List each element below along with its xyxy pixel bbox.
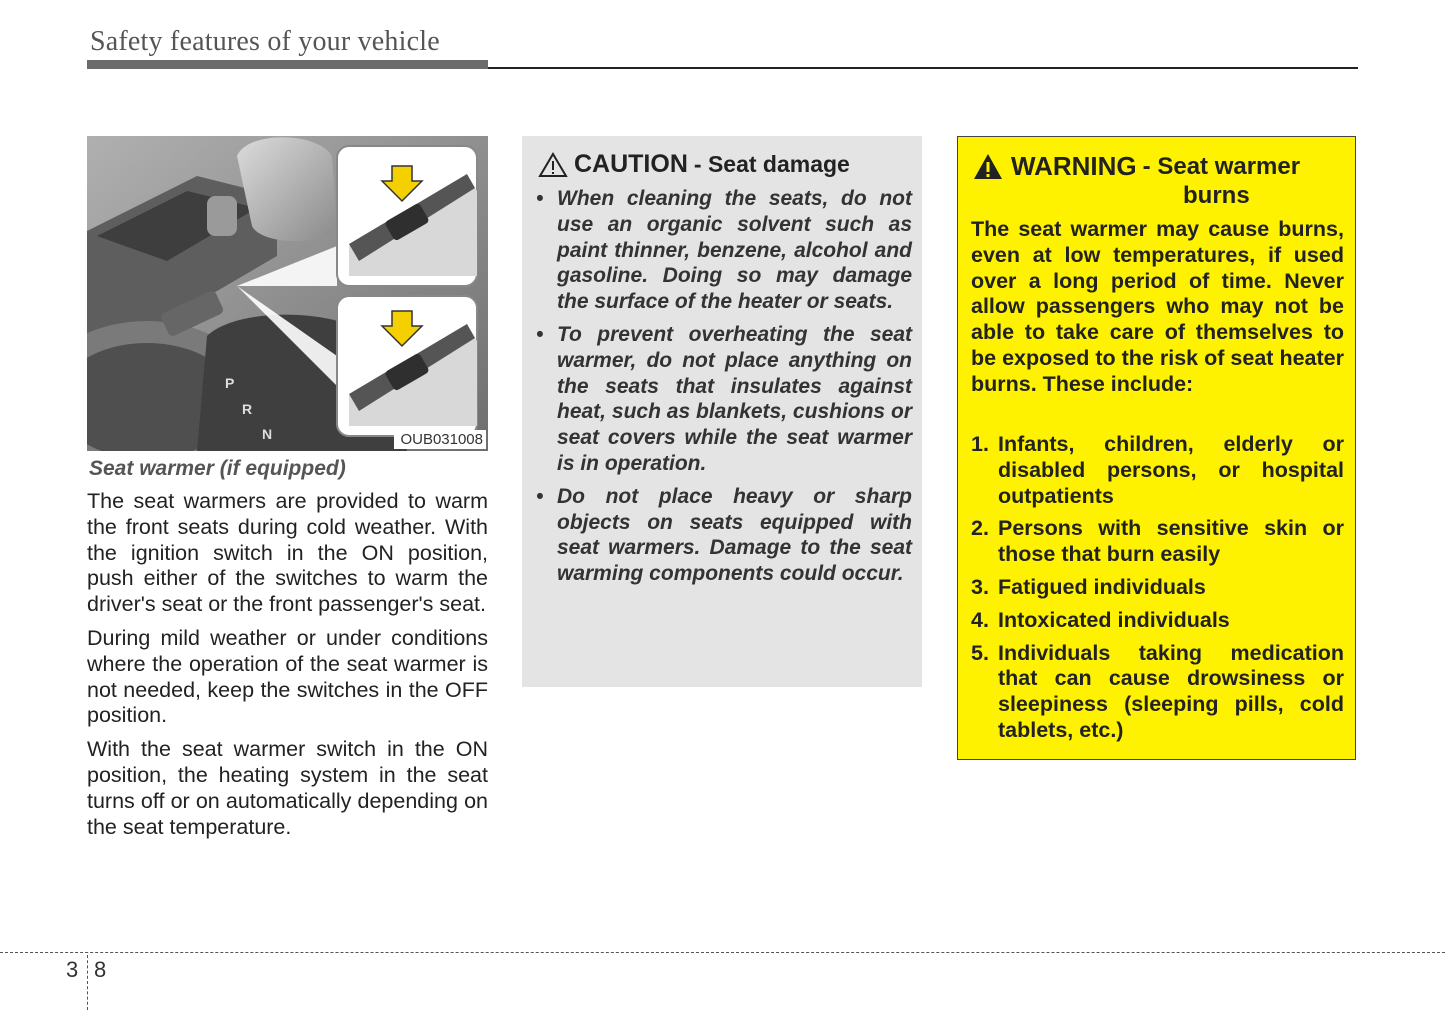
list-number: 3. xyxy=(971,574,989,599)
header-rule-thick xyxy=(87,60,488,69)
warning-intro: The seat warmer may cause burns, even at low temperatures, if used over a long period of time. Never allow passengers who may not be able to take care of themselves to be exposed to the risk of seat heater burns. These include: xyxy=(971,217,1344,396)
list-item-text: Infants, children, elderly or disabled persons, or hospital outpatients xyxy=(998,432,1344,508)
list-item-text: Individuals taking medication that can cause drowsiness or sleepiness (sleeping pills, cold tablets, etc.) xyxy=(998,640,1344,742)
section-subheading: Seat warmer (if equipped) xyxy=(89,457,346,480)
caution-triangle-icon xyxy=(538,152,568,178)
page-number: 8 xyxy=(94,957,107,982)
list-item-text: When cleaning the seats, do not use an organic solvent such as paint thinner, benzene, alcohol and gasoline. Doing so may damage the surface of the heater or seats. xyxy=(557,187,912,314)
warning-list xyxy=(971,432,1344,751)
gear-label-n: N xyxy=(262,426,273,442)
seat-warmer-figure xyxy=(87,136,488,451)
warning-triangle-icon xyxy=(973,153,1003,180)
paragraph: During mild weather or under conditions where the operation of the seat warmer is not needed, keep the switches in the OFF position. xyxy=(87,625,488,728)
bullet: • xyxy=(536,322,544,346)
seat-heater-switch-illustration xyxy=(87,136,488,451)
caution-label: CAUTION xyxy=(574,150,688,178)
caution-box xyxy=(522,136,922,687)
list-number: 1. xyxy=(971,432,989,456)
footer-vertical-rule xyxy=(87,955,88,1010)
list-number: 4. xyxy=(971,607,989,632)
warning-label: WARNING xyxy=(1011,151,1137,181)
list-item xyxy=(534,186,912,315)
warning-subtitle-cont: burns xyxy=(1183,182,1250,209)
footer-dashed-rule xyxy=(0,952,1445,953)
list-item xyxy=(971,641,1344,744)
list-item xyxy=(534,484,912,587)
paragraph: With the seat warmer switch in the ON position, the heating system in the seat turns off or on automatically depending on the seat temperature. xyxy=(87,737,488,839)
gear-label-p: P xyxy=(225,375,235,391)
gear-label-r: R xyxy=(242,401,253,417)
list-item xyxy=(971,575,1344,601)
list-item xyxy=(971,432,1344,509)
list-number: 5. xyxy=(971,640,989,665)
caution-heading xyxy=(538,150,850,179)
list-item xyxy=(971,608,1344,634)
seat-warmer-description xyxy=(87,457,488,848)
bullet: • xyxy=(536,484,544,508)
figure-code: OUB031008 xyxy=(394,430,486,449)
list-item xyxy=(971,516,1344,568)
paragraph: The seat warmers are provided to warm the front seats during cold weather. With the ignition switch in the ON position, push either of the switches to warm the driver's seat or the front passenger's seat. xyxy=(87,489,488,617)
list-number: 2. xyxy=(971,516,989,541)
warning-heading xyxy=(973,151,1345,210)
warning-box xyxy=(957,136,1356,760)
header-rule-thin xyxy=(488,67,1358,69)
page-chapter-number: 3 xyxy=(66,957,79,982)
list-item-text: Do not place heavy or sharp objects on seats equipped with seat warmers. Damage to the seat warming components could occur. xyxy=(557,484,912,586)
page-section-title: Safety features of your vehicle xyxy=(90,26,440,57)
caution-list xyxy=(534,186,912,594)
list-item xyxy=(534,322,912,477)
list-item-text: Fatigued individuals xyxy=(998,574,1206,599)
caution-subtitle: - Seat damage xyxy=(693,151,850,177)
list-item-text: To prevent overheating the seat warmer, do not place anything on the seats that insulates against heat, such as blankets, cushions or seat covers while the seat warmer is in operation. xyxy=(557,322,912,475)
list-item-text: Persons with sensitive skin or those that burn easily xyxy=(998,516,1344,567)
warning-subtitle: - Seat warmer xyxy=(1142,152,1301,180)
list-item-text: Intoxicated individuals xyxy=(998,607,1230,632)
bullet: • xyxy=(536,187,544,210)
